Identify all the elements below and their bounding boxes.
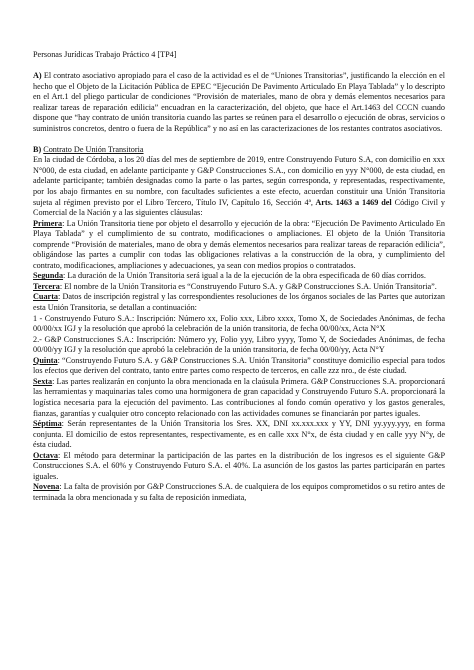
clause-octava	[33, 451, 445, 483]
intro-text-1: En la ciudad de Córdoba, a los 20 días del mes de septiembre de 2019, entre Construyendo Futuro S.A, con domicilio en xxx N°000, de esta ciudad, en adelante participante y G&P Construcciones S.A., con domicilio en yyy N°000, de esta ciudad, en adelante participante; también designadas como la parte o las partes, según corresponda, y representadas, respectivamente, por los abajo firmantes en su nombre, con facultades suficientes a este efecto, acuerdan constituir una Unión Transitoria sujeta al régimen previsto por el Libro Tercero, Título IV, Capítulo 16, Sección 4ª,	[33, 155, 445, 207]
clause-label: Novena	[33, 482, 60, 492]
intro-articles: Arts. 1463 a 1469 del	[312, 197, 392, 207]
contract-intro	[33, 155, 445, 218]
clause-text: : Datos de inscripción registral y las correspondientes resoluciones de los órganos sociales de las Partes que autorizan esta Unión Transitoria, se detallan a continuación:	[33, 292, 445, 313]
clause-label: Primera	[33, 218, 63, 228]
clause-text: : Serán representantes de la Unión Transitoria los Sres. XX, DNI xx.xxx.xxx y YY, DNI yy.yyy.yyy, en forma conjunta. El domicilio de estos representantes, respectivamente, es en calle xxx N°x, de ésta ciudad y en calle yyy N°y, de ésta ciudad.	[33, 419, 445, 450]
clause-primera	[33, 219, 445, 272]
clause-cuarta	[33, 292, 445, 313]
section-a-text-1: El contrato asociativo apropiado para el caso de la actividad es el de “Uniones Transitorias”, justificando la elección en el hecho que el Objeto de la Licitación Pública de EPEC “Ejecución De Pavimento Articulado En Playa Tablada” y lo descripto en el Art.1 del pliego particular de condiciones “Provisión de materiales, mano de obra y demás elementos necesarios para realizar tareas de reparación edilicia”	[33, 71, 445, 112]
clause-tercera	[33, 282, 445, 293]
clause-novena	[33, 482, 445, 503]
clause-label: Octava	[33, 450, 59, 460]
spacer	[33, 61, 445, 72]
section-b-heading	[33, 145, 445, 156]
clause-text: : El nombre de la Unión Transitoria es “Construyendo Futuro S.A. y G&P Construcciones S.A. Unión Transitoria”.	[59, 281, 437, 291]
document-page	[33, 50, 445, 503]
section-b-label: B)	[33, 144, 42, 154]
clause-text: : La falta de provisión por G&P Construcciones S.A. de cualquiera de los equipos comprometidos o su retiro antes de terminada la obra mencionada y su falta de reposición inmediata,	[33, 482, 445, 502]
clause-text: : La duración de la Unión Transitoria será igual a la de la ejecución de la obra especificada de 60 días corridos.	[63, 271, 426, 281]
document-title: Personas Jurídicas Trabajo Práctico 4 [TP4]	[33, 50, 177, 59]
clause-label: Cuarta	[33, 292, 59, 302]
clause-sexta	[33, 377, 445, 419]
section-a-paragraph	[33, 71, 445, 134]
clause-text: : El método para determinar la participación de las partes en la distribución de los ingresos es el siguiente G&P Construcciones S.A. el 60% y Construyendo Futuro S.A. el 40%. La asunción de los gastos las partes participarán en partes iguales.	[33, 450, 445, 481]
clause-label: Segunda	[33, 271, 64, 281]
clause-cuarta-item-2: 2.- G&P Construcciones S.A.: Inscripción: Número yy, Folio yyy, Libro yyyy, Tomo Y, de Sociedades Anónimas, de fecha 00/00/yy IGJ y la resolución que aprobó la celebración de la unión transitoria, de fecha 00/00/yy, Acta N°Y	[33, 334, 445, 355]
clause-cuarta-item-1: 1 - Construyendo Futuro S.A.: Inscripción: Número xx, Folio xxx, Libro xxxx, Tomo X, de Sociedades Anónimas, de fecha 00/00/xx IGJ y la resolución que aprobó la celebración de la unión transitoria, de fecha 00/00/xx, Acta N°X	[33, 313, 445, 334]
clause-segunda	[33, 271, 445, 282]
clause-quinta	[33, 356, 445, 377]
intro-text-2: Código Civil y Comercial de la Nación y a las siguientes cláusulas:	[33, 197, 445, 218]
clause-septima	[33, 419, 445, 451]
spacer	[33, 134, 445, 145]
clause-label: Séptima	[33, 419, 62, 429]
clause-text: : La Unión Transitoria tiene por objeto el desarrollo y ejecución de la obra: “Ejecución De Pavimento Articulado En Playa Tablada” y el cumplimiento de su contrato, modificaciones o ampliaciones. El objeto de la Unión Transitoria comprende “Provisión de materiales, mano de obra y demás elementos necesarios para realizar tareas de reparación edilicia”, obligándose las partes a cumplir con todas las obligaciones relativas a la construcción de la obra, y cumplimiento del contrato, modificaciones, ampliaciones y adecuaciones, ya sean con medios propios o contratados.	[33, 218, 445, 270]
clause-text: : “Construyendo Futuro S.A. y G&P Construcciones S.A. Unión Transitoria” constituye domicilio especial para todos los efectos que deriven del contrato, tanto entre partes como respecto de terceros, en calle zzz nro., de éste ciudad.	[33, 355, 445, 376]
clause-label: Tercera	[33, 281, 60, 291]
section-a-label: A)	[33, 71, 42, 81]
clause-label: Sexta	[33, 376, 53, 386]
clause-text: : Las partes realizarán en conjunto la obra mencionada en la claúsula Primera. G&P Construcciones S.A. proporcionará las herramientas y maquinarias tales como una hormigonera de gran capacidad y Construyendo Futuro S.A. proporcionará la logística necesaria para la ejecución del pavimento. Las contribuciones al fondo común operativo y los gastos generales, fianzas, garantías y cualquier otro concepto relacionado con las actividades comunes se financiarán por partes iguales.	[33, 376, 445, 418]
clause-label: Quinta	[33, 355, 58, 365]
section-a-text-2: encuadran en la caracterización, del objeto, que hace el Art.1463 del CCCN cuando dispone que “hay contrato de unión transitoria cuando las partes se reúnen para el desarrollo o ejecución de obras, servicios o suministros concretos, dentro o fuera de la República” y no así en las caracterizaciones de los restantes contratos asociativos.	[33, 102, 445, 133]
section-b-title: Contrato De Unión Transitoria	[43, 144, 144, 154]
